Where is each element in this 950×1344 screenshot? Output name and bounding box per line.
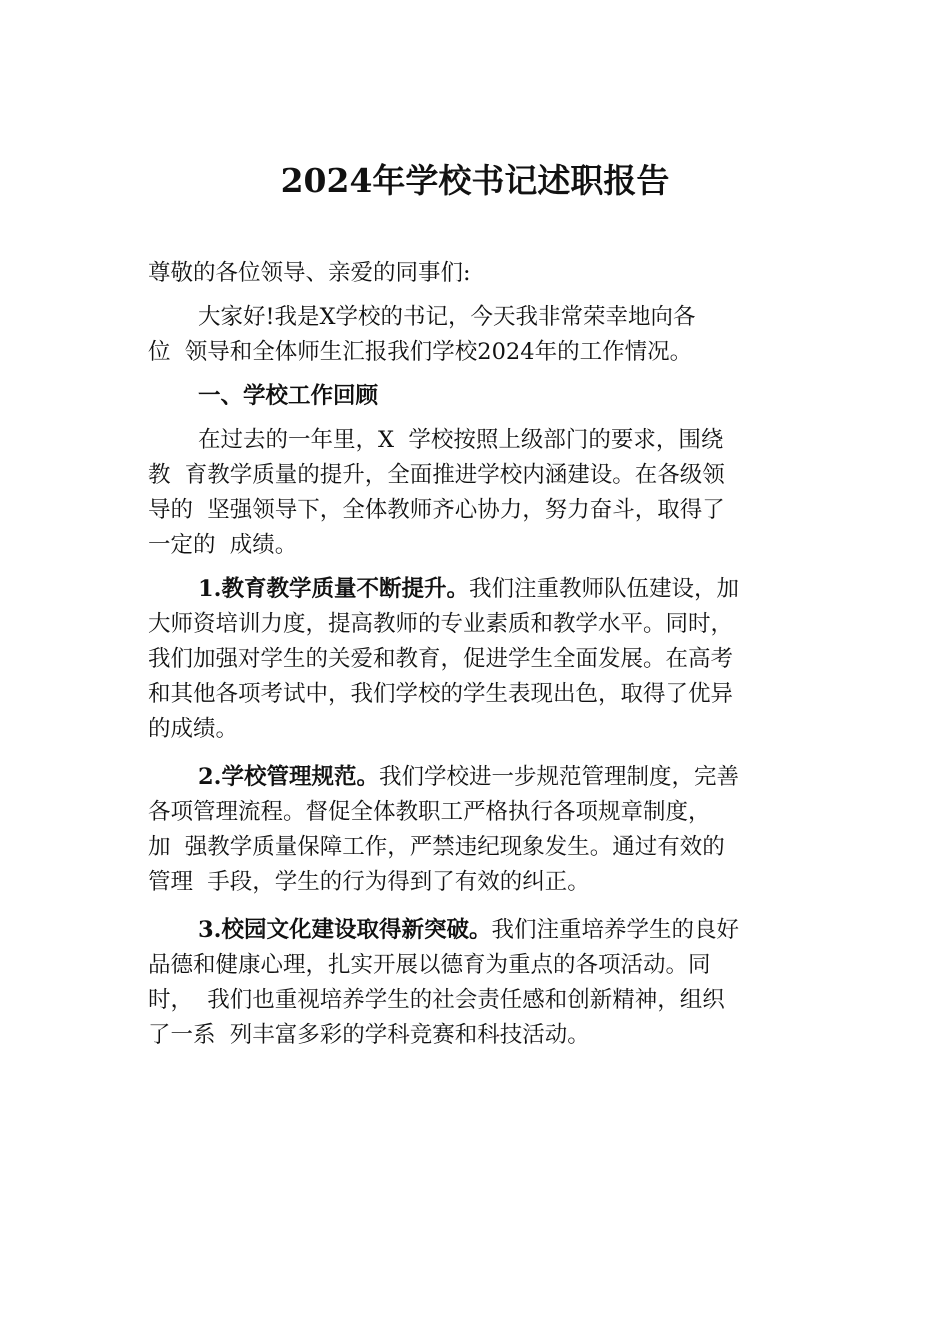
paragraph-line: 了一系 列丰富多彩的学科竞赛和科技活动。 <box>148 1022 590 1048</box>
intro-line: 位 领导和全体师生汇报我们学校2024年的工作情况。 <box>148 339 693 365</box>
paragraph-line: 大师资培训力度，提高教师的专业素质和教学水平。同时， <box>148 611 734 637</box>
point-1-label: 1.教育教学质量不断提升。 <box>198 576 469 602</box>
paragraph-line: 在过去的一年里，X 学校按照上级部门的要求，围绕 <box>198 427 724 453</box>
point-3-first-line <box>148 913 818 948</box>
paragraph-line: 加 强教学质量保障工作，严禁违纪现象发生。通过有效的 <box>148 834 725 860</box>
document-body <box>148 256 818 1053</box>
paragraph-line: 和其他各项考试中，我们学校的学生表现出色，取得了优异 <box>148 681 734 707</box>
paragraph-line: 时， 我们也重视培养学生的社会责任感和创新精神，组织 <box>148 987 725 1013</box>
salutation: 尊敬的各位领导、亲爱的同事们: <box>148 260 471 286</box>
point-1-first-line <box>148 572 818 607</box>
paragraph-line: 我们加强对学生的关爱和教育，促进学生全面发展。在高考 <box>148 646 734 672</box>
section-heading: 一、学校工作回顾 <box>198 383 379 409</box>
paragraph-line: 导的 坚强领导下，全体教师齐心协力，努力奋斗，取得了 <box>148 497 725 523</box>
point-1-text: 我们注重教师队伍建设，加 <box>469 576 740 602</box>
paragraph-line: 管理 手段，学生的行为得到了有效的纠正。 <box>148 869 590 895</box>
point-3-label: 3.校园文化建设取得新突破。 <box>198 917 492 943</box>
paragraph-line: 一定的 成绩。 <box>148 532 298 558</box>
paragraph-line: 教 育教学质量的提升，全面推进学校内涵建设。在各级领 <box>148 462 725 488</box>
point-2-label: 2.学校管理规范。 <box>198 764 379 790</box>
document-title: 2024年学校书记述职报告 <box>280 161 670 200</box>
paragraph-line: 各项管理流程。督促全体教职工严格执行各项规章制度， <box>148 799 711 825</box>
paragraph-line: 的成绩。 <box>148 716 239 742</box>
point-2-first-line <box>148 760 818 795</box>
point-2-text: 我们学校进一步规范管理制度，完善 <box>379 764 740 790</box>
point-3-text: 我们注重培养学生的良好 <box>491 917 740 943</box>
paragraph-line: 品德和健康心理，扎实开展以德育为重点的各项活动。同 <box>148 952 711 978</box>
intro-line: 大家好!我是X学校的书记，今天我非常荣幸地向各 <box>198 304 696 330</box>
